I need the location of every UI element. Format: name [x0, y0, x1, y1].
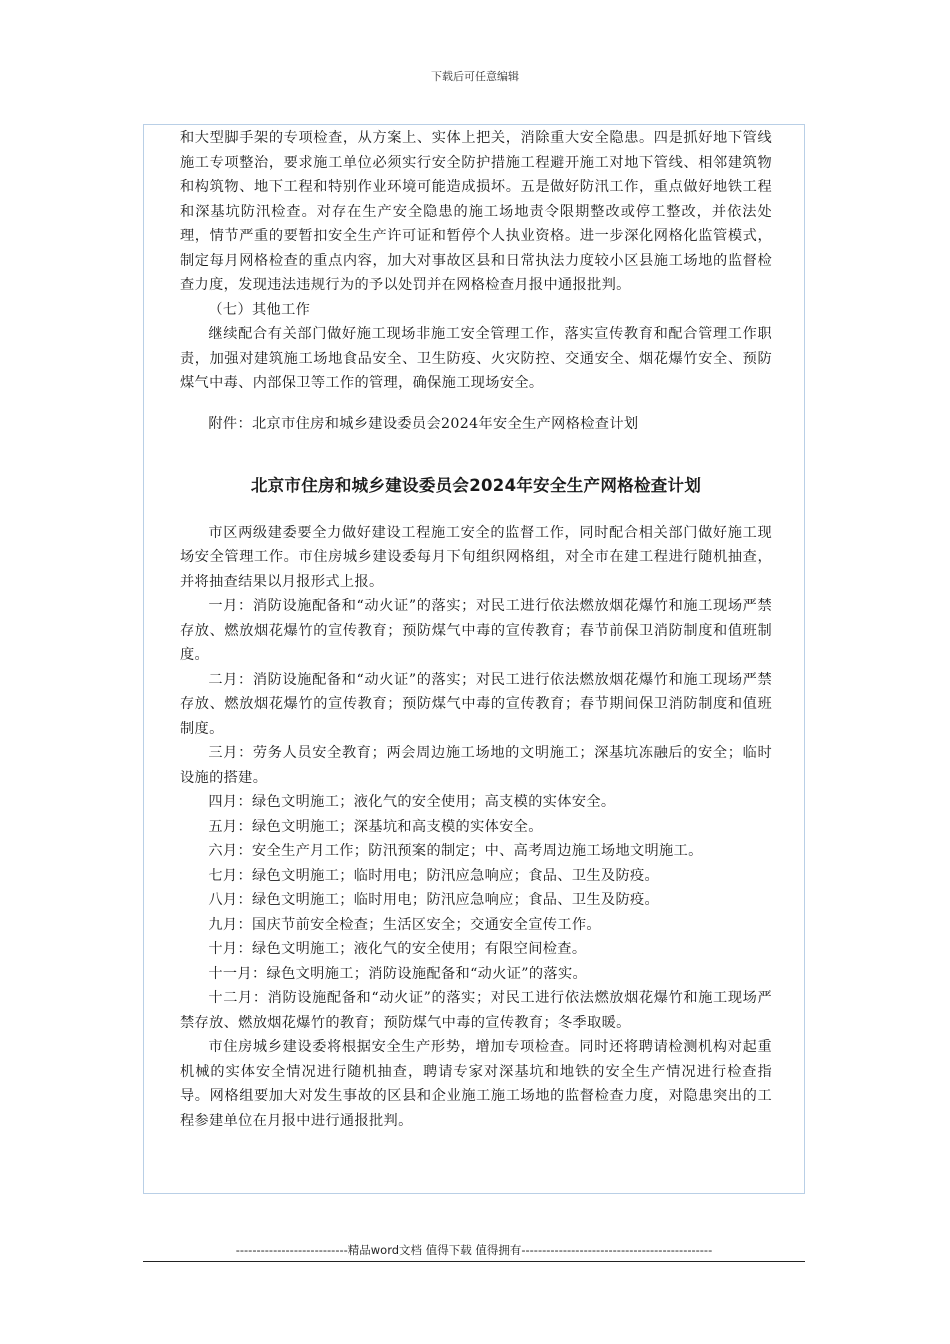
paragraph-other-work: 继续配合有关部门做好施工现场非施工安全管理工作，落实宣传教育和配合管理工作职责，加强对建筑施工场地食品安全、卫生防疫、火灾防控、交通安全、烟花爆竹安全、预防煤气中毒、内部保卫等工作的管理，确保施工现场安全。 [180, 326, 772, 391]
month-item-june: 六月：安全生产月工作；防汛预案的制定；中、高考周边施工场地文明施工。 [208, 843, 703, 859]
attachment-line: 附件：北京市住房和城乡建设委员会2024年安全生产网格检查计划 [208, 415, 639, 432]
month-item-september: 九月：国庆节前安全检查；生活区安全；交通安全宣传工作。 [208, 916, 601, 933]
plan-intro: 市区两级建委要全力做好建设工程施工安全的监督工作，同时配合相关部门做好施工现场安全管理工作。市住房城乡建设委每月下旬组织网格组，对全市在建工程进行随机抽查，并将抽查结果以月报形式上报。 [180, 524, 772, 590]
month-item-march: 三月：劳务人员安全教育；两会周边施工场地的文明施工；深基坑冻融后的安全；临时设施的搭建。 [180, 745, 772, 786]
footer-rule [143, 1261, 805, 1262]
footer-text: ---------------------------精品word文档 值得下载 值得拥有---------------------------------------------- [235, 1243, 713, 1257]
month-item-july: 七月：绿色文明施工；临时用电；防汛应急响应；食品、卫生及防疫。 [208, 867, 660, 884]
document-body [180, 126, 772, 1133]
month-item-april: 四月：绿色文明施工；液化气的安全使用；高支模的实体安全。 [208, 794, 616, 810]
month-item-november: 十一月：绿色文明施工；消防设施配备和“动火证”的落实。 [208, 965, 588, 982]
month-item-january: 一月：消防设施配备和“动火证”的落实；对民工进行依法燃放烟花爆竹和施工现场严禁存放、燃放烟花爆竹的宣传教育；预防煤气中毒的宣传教育；春节前保卫消防制度和值班制度。 [180, 598, 772, 663]
plan-closing: 市住房城乡建设委将根据安全生产形势，增加专项检查。同时还将聘请检测机构对起重机械的实体安全情况进行随机抽查，聘请专家对深基坑和地铁的安全生产情况进行检查指导。网格组要加大对发生事故的区县和企业施工施工场地的监督检查力度，对隐患突出的工程参建单位在月报中进行通报批判。 [180, 1039, 772, 1129]
paragraph-continued: 和大型脚手架的专项检查，从方案上、实体上把关，消除重大安全隐患。四是抓好地下管线施工专项整治，要求施工单位必须实行安全防护措施工程避开施工对地下管线、相邻建筑物和构筑物、地下工程和特别作业环境可能造成损坏。五是做好防汛工作，重点做好地铁工程和深基坑防汛检查。对存在生产安全隐患的施工场地责令限期整改或停工整改，并依法处理，情节严重的要暂扣安全生产许可证和暂停个人执业资格。进一步深化网格化监管模式，制定每月网格检查的重点内容，加大对事故区县和日常执法力度较小区县施工场地的监督检查力度，发现违法违规行为的予以处罚并在网格检查月报中通报批判。 [180, 130, 772, 293]
month-item-august: 八月：绿色文明施工；临时用电；防汛应急响应；食品、卫生及防疫。 [208, 892, 660, 908]
month-item-december: 十二月：消防设施配备和“动火证”的落实；对民工进行依法燃放烟花爆竹和施工现场严禁存放、燃放烟花爆竹的教育；预防煤气中毒的宣传教育；冬季取暖。 [180, 990, 772, 1031]
section-heading-other-work: （七）其他工作 [208, 301, 311, 318]
month-item-may: 五月：绿色文明施工；深基坑和高支模的实体安全。 [208, 818, 543, 835]
spacer [180, 396, 772, 412]
month-item-february: 二月：消防设施配备和“动火证”的落实；对民工进行依法燃放烟花爆竹和施工现场严禁存放、燃放烟花爆竹的宣传教育；预防煤气中毒的宣传教育；春节期间保卫消防制度和值班制度。 [180, 671, 772, 737]
header-note: 下载后可任意编辑 [431, 70, 519, 83]
plan-title: 北京市住房和城乡建设委员会2024年安全生产网格检查计划 [250, 476, 702, 495]
month-item-october: 十月：绿色文明施工；液化气的安全使用；有限空间检查。 [208, 941, 587, 957]
